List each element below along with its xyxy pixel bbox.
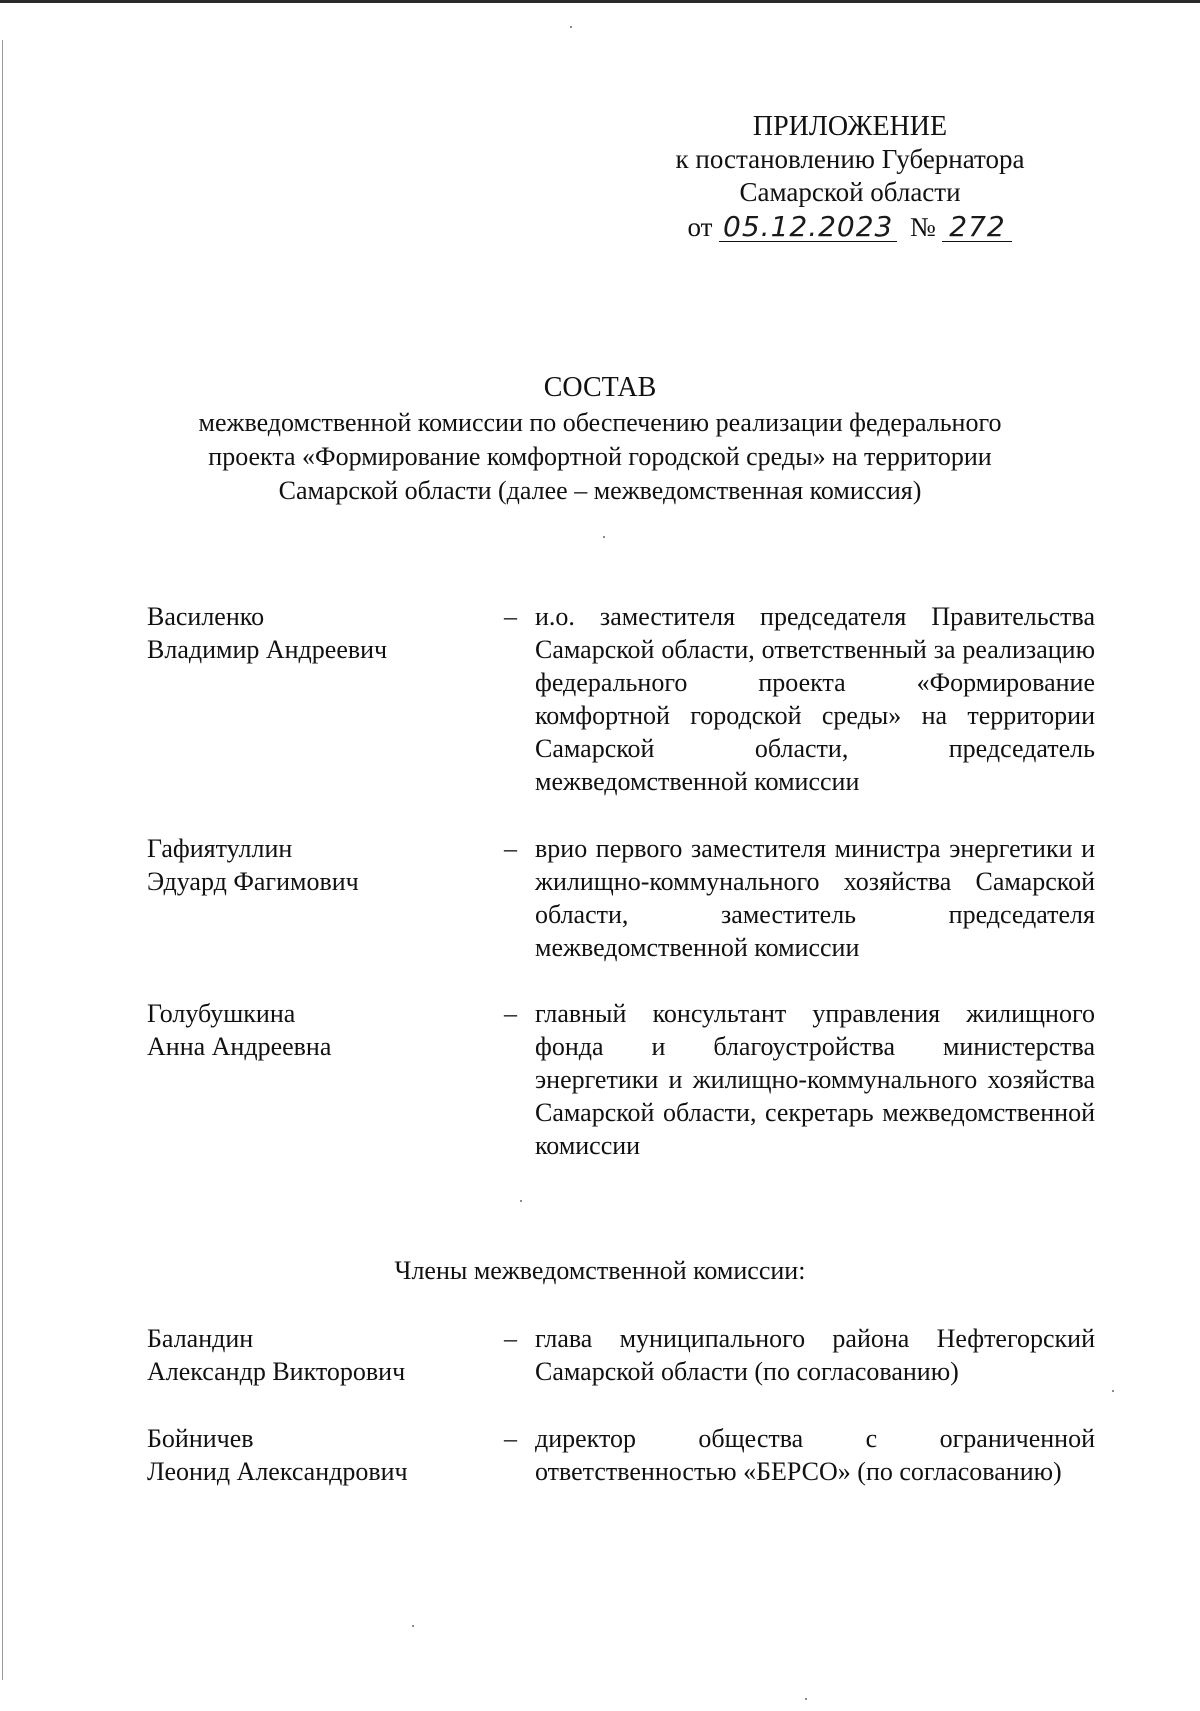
handwritten-date: 05.12.2023 (719, 213, 897, 242)
member-given-names: Леонид Александрович (147, 1457, 408, 1486)
member-role: глава муниципального района Нефтегорский Самарской области (по согласованию) (535, 1324, 1095, 1386)
subtitle-line: Самарской области (далее – межведомственная комиссия) (278, 476, 922, 505)
member-name (147, 1422, 487, 1488)
member-surname: Гафиятуллин (147, 834, 293, 863)
member-surname: Бойничев (147, 1424, 254, 1453)
document-subtitle (150, 406, 1050, 508)
member-given-names: Александр Викторович (147, 1357, 406, 1386)
appendix-line-1: к постановлению Губернатора (675, 144, 1025, 174)
scan-speck (603, 536, 605, 538)
dash-separator: – (504, 1424, 517, 1453)
member-given-names: Анна Андреевна (147, 1032, 332, 1061)
member-name (147, 832, 487, 898)
appendix-date-line (600, 211, 1100, 244)
appendix-heading: ПРИЛОЖЕНИЕ (752, 111, 948, 142)
number-prefix: № (909, 212, 936, 242)
member-role: директор общества с ограниченной ответственностью «БЕРСО» (по согласованию) (535, 1424, 1095, 1486)
dash-separator: – (504, 602, 517, 631)
member-name (147, 600, 487, 666)
member-name (147, 997, 487, 1063)
member-role: главный консультант управления жилищного фонда и благоустройства министерства энергетики и жилищно-коммунального хозяйства Самарской области, секретарь межведомственной комиссии (535, 999, 1095, 1160)
dash-separator: – (504, 1324, 517, 1353)
subtitle-line: межведомственной комиссии по обеспечению реализации федерального (198, 408, 1002, 437)
subtitle-line: проекта «Формирование комфортной городской среды» на территории (208, 442, 992, 471)
member-role: и.о. заместителя председателя Правительства Самарской области, ответственный за реализацию федерального проекта «Формирование комфортной городской среды» на территории Самарской области, председатель межведомственной комиссии (535, 602, 1095, 796)
scan-speck (412, 1625, 414, 1627)
member-surname: Василенко (147, 602, 265, 631)
dash-separator: – (504, 999, 517, 1028)
dash-separator: – (504, 834, 517, 863)
member-surname: Баландин (147, 1324, 254, 1353)
scan-speck (805, 1698, 807, 1700)
members-heading: Члены межведомственной комиссии: (394, 1256, 806, 1285)
appendix-header (600, 110, 1100, 244)
member-given-names: Эдуард Фагимович (147, 867, 359, 896)
scan-speck (520, 1200, 522, 1202)
document-title: СОСТАВ (543, 372, 657, 403)
scan-speck (1112, 1390, 1114, 1392)
member-surname: Голубушкина (147, 999, 296, 1028)
appendix-line-2: Самарской области (739, 177, 961, 207)
scan-top-border (0, 0, 1200, 3)
scan-left-edge (2, 40, 3, 1680)
member-name (147, 1322, 487, 1388)
scan-speck (570, 26, 572, 28)
member-given-names: Владимир Андреевич (147, 635, 388, 664)
date-prefix: от (687, 212, 713, 242)
handwritten-number: 272 (942, 213, 1012, 242)
member-role: врио первого заместителя министра энергетики и жилищно-коммунального хозяйства Самарской области, заместитель председателя межведомственной комиссии (535, 834, 1095, 962)
